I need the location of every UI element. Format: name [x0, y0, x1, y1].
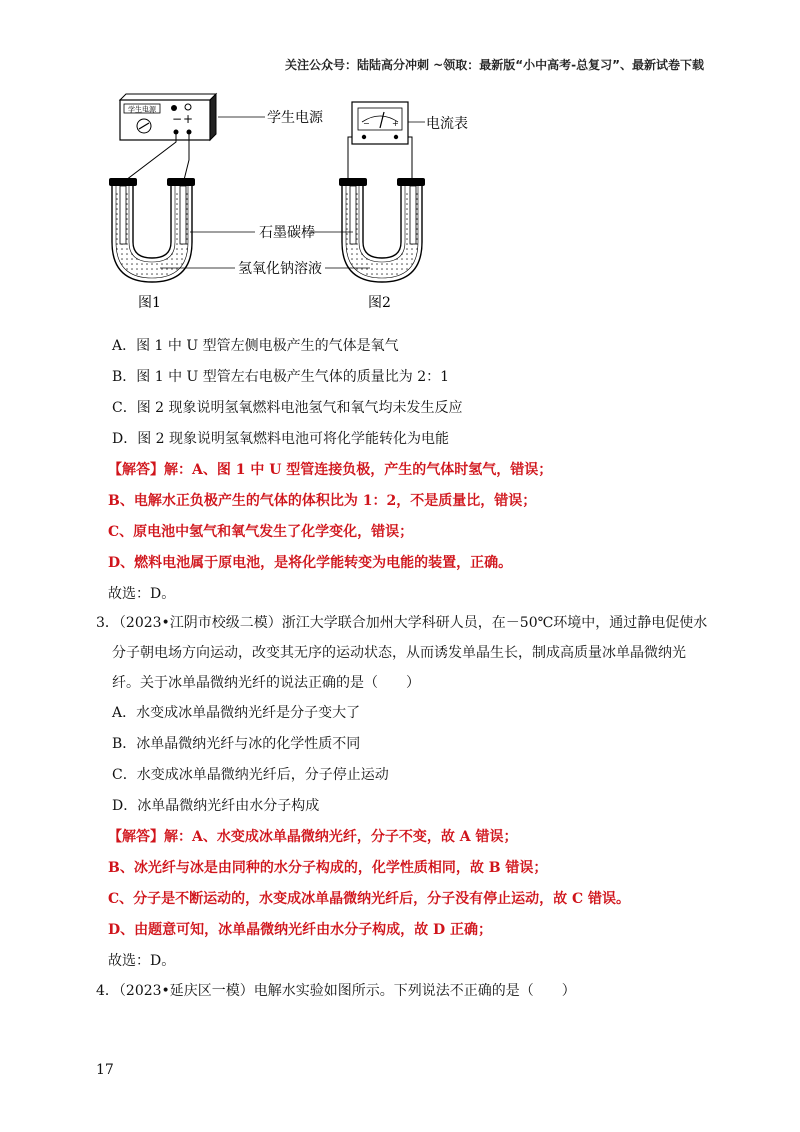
- q3-option-a: A．水变成冰单晶微纳光纤是分子变大了: [112, 705, 361, 721]
- q3-option-b: B．冰单晶微纳光纤与冰的化学性质不同: [112, 736, 361, 752]
- graphite-rod-label: 石墨碳棒: [259, 225, 315, 241]
- power-supply-icon: [120, 94, 216, 140]
- q2-option-a: A．图 1 中 U 型管左侧电极产生的气体是氧气: [112, 338, 399, 354]
- q3-option-c: C．水变成冰单晶微纳光纤后，分子停止运动: [112, 767, 389, 783]
- q3-answer-line: C、分子是不断运动的，水变成冰单晶微纳光纤后，分子没有停止运动，故 C 错误。: [108, 891, 631, 907]
- q3-stem-line: 分子朝电场方向运动，改变其无序的运动状态，从而诱发单晶生长，制成高质量冰单晶微纳光: [112, 645, 686, 661]
- u-tube-1: [109, 178, 195, 282]
- q2-answer-line: D、燃料电池属于原电池，是将化学能转变为电能的装置，正确。: [108, 555, 513, 571]
- q2-choice: 故选：D。: [108, 586, 176, 602]
- q3-answer-line: 【解答】解：A、水变成冰单晶微纳光纤，分子不变，故 A 错误；: [108, 829, 518, 845]
- power-supply-label: 学生电源: [267, 110, 323, 126]
- q2-option-c: C．图 2 现象说明氢氧燃料电池氢气和氧气均未发生反应: [112, 400, 463, 416]
- q4-stem: 4．（2023•延庆区一模）电解水实验如图所示。下列说法不正确的是（ ）: [96, 983, 576, 999]
- q3-stem-line: 3．（2023•江阴市校级二模）浙江大学联合加州大学科研人员，在－50℃环境中，通过静电促使水: [96, 615, 708, 631]
- svg-text:−: −: [363, 119, 370, 128]
- figure-2-caption: 图2: [368, 295, 391, 311]
- q3-stem-line: 纤。关于冰单晶微纳光纤的说法正确的是（ ）: [112, 675, 420, 691]
- q2-answer-line: C、原电池中氢气和氧气发生了化学变化，错误；: [108, 524, 414, 540]
- q3-choice: 故选：D。: [108, 953, 176, 969]
- q2-option-d: D．图 2 现象说明氢氧燃料电池可将化学能转化为电能: [112, 431, 450, 447]
- experiment-figure: [100, 92, 468, 314]
- page-header: 关注公众号：陆陆高分冲刺 ~领取：最新版“小中高考-总复习”、最新试卷下载: [285, 58, 704, 72]
- q3-option-d: D．冰单晶微纳光纤由水分子构成: [112, 798, 320, 814]
- ammeter-label: 电流表: [426, 116, 468, 132]
- figure-1-caption: 图1: [138, 295, 161, 311]
- q2-answer-line: B、电解水正负极产生的气体的体积比为 1：2，不是质量比，错误；: [108, 493, 537, 509]
- svg-text:−: −: [172, 112, 183, 126]
- q2-answer-line: 【解答】解：A、图 1 中 U 型管连接负极，产生的气体时氢气，错误；: [108, 462, 553, 478]
- ammeter-icon: [352, 102, 408, 144]
- power-panel-text: 学生电源: [128, 105, 156, 114]
- q3-answer-line: D、由题意可知，冰单晶微纳光纤由水分子构成，故 D 正确；: [108, 922, 493, 938]
- naoh-solution-label: 氢氧化钠溶液: [238, 261, 322, 277]
- svg-text:+: +: [183, 112, 194, 126]
- q3-answer-line: B、冰光纤与冰是由同种的水分子构成的，化学性质相同，故 B 错误；: [108, 860, 548, 876]
- u-tube-2: [339, 178, 425, 282]
- svg-text:+: +: [392, 119, 399, 128]
- q2-option-b: B．图 1 中 U 型管左右电极产生气体的质量比为 2：1: [112, 369, 450, 385]
- page-number: 17: [96, 1062, 114, 1078]
